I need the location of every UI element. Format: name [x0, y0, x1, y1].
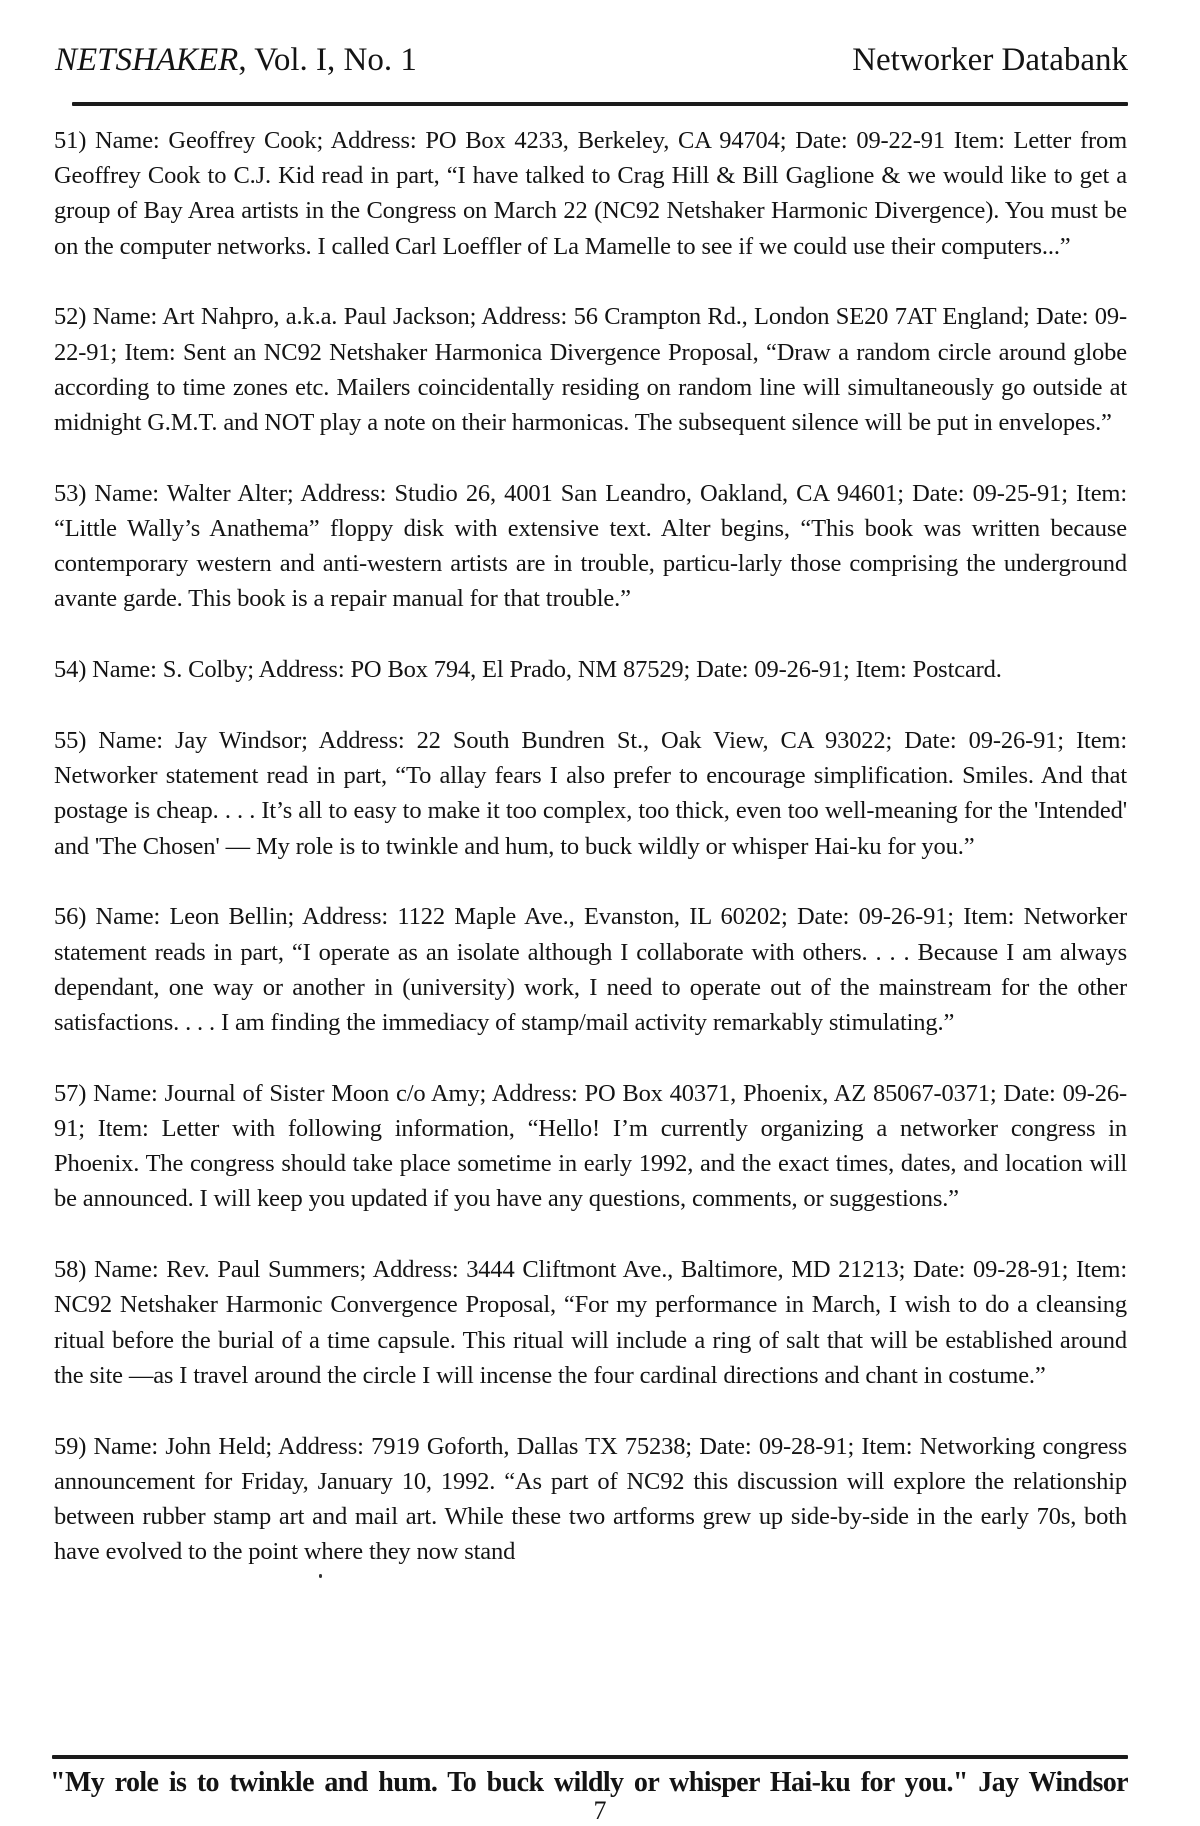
- databank-entry-53: 53) Name: Walter Alter; Address: Studio 26, 4001 San Leandro, Oakland, CA 94601; Date: 09-25-91; Item: “Little Wally’s Anathema” floppy disk with extensive text. Alter begins, “This book was written because contemporary western and anti-western artists are in trouble, particu-larly those comprising the underground avante garde. This book is a repair manual for that trouble.”: [54, 479, 1127, 613]
- databank-entry-58: 58) Name: Rev. Paul Summers; Address: 3444 Cliftmont Ave., Baltimore, MD 21213; Date: 09-28-91; Item: NC92 Netshaker Harmonic Convergence Proposal, “For my performance in March, I wish to do a cleansing ritual before the burial of a time capsule. This ritual will include a ring of salt that will be established around the site —as I travel around the circle I will incense the four cardinal directions and chant in costume.”: [54, 1256, 1127, 1389]
- footer-divider: [52, 1755, 1128, 1759]
- publication-name: NETSHAKER: [55, 42, 239, 78]
- databank-entry-51: 51) Name: Geoffrey Cook; Address: PO Box 4233, Berkeley, CA 94704; Date: 09-22-91 Item: Letter from Geoffrey Cook to C.J. Kid read in part, “I have talked to Crag Hill & Bill Gaglione & we would like to get a group of Bay Area artists in the Congress on March 22 (NC92 Netshaker Harmonic Divergence). You must be on the computer networks. I called Carl Loeffler of La Mamelle to see if we could use their computers...”: [54, 127, 1127, 260]
- databank-entry-54: 54) Name: S. Colby; Address: PO Box 794, El Prado, NM 87529; Date: 09-26-91; Item: Postcard.: [54, 656, 1002, 684]
- databank-entries: [54, 123, 1127, 1605]
- publication-title: [55, 42, 417, 79]
- page-number: 7: [593, 1796, 607, 1825]
- databank-entry-55: 55) Name: Jay Windsor; Address: 22 South Bundren St., Oak View, CA 93022; Date: 09-26-91; Item: Networker statement read in part, “To allay fears I also prefer to encourage simplification. Smiles. And that postage is cheap. . . . It’s all to easy to make it too complex, too thick, even too well-meaning for the 'Intended' and 'The Chosen' — My role is to twinkle and hum, to buck wildly or whisper Hai-ku for you.”: [54, 727, 1127, 860]
- databank-entry-56: 56) Name: Leon Bellin; Address: 1122 Maple Ave., Evanston, IL 60202; Date: 09-26-91; Item: Networker statement reads in part, “I operate as an isolate although I collaborate with others. . . . Because I am always dependant, one way or another in (university) work, I need to operate out of the mainstream for the other satisfactions. . . . I am finding the immediacy of stamp/mail activity remarkably stimulating.”: [54, 903, 1127, 1037]
- section-title: Networker Databank: [852, 42, 1128, 78]
- running-header: [55, 42, 1128, 82]
- databank-entry-59: 59) Name: John Held; Address: 7919 Goforth, Dallas TX 75238; Date: 09-28-91; Item: Networking congress announcement for Friday, January 10, 1992. “As part of NC92 this discussion will explore the relationship between rubber stamp art and mail art. While these two artforms grew up side-by-side in the early 70s, both have evolved to the point where they now stand: [54, 1432, 1127, 1566]
- scan-speck: [319, 1574, 322, 1578]
- issue-number: , Vol. I, No. 1: [238, 42, 417, 78]
- databank-entry-52: 52) Name: Art Nahpro, a.k.a. Paul Jackson; Address: 56 Crampton Rd., London SE20 7AT England; Date: 09-22-91; Item: Sent an NC92 Netshaker Harmonica Divergence Proposal, “Draw a random circle around globe according to time zones etc. Mailers coincidentally residing on random line will simultaneously go outside at midnight G.M.T. and NOT play a note on their harmonicas. The subsequent silence will be put in envelopes.”: [54, 303, 1127, 437]
- footer-pull-quote: "My role is to twinkle and hum. To buck wildly or whisper Hai-ku for you." Jay Windsor: [50, 1767, 1128, 1798]
- header-divider: [72, 102, 1128, 106]
- databank-entry-57: 57) Name: Journal of Sister Moon c/o Amy; Address: PO Box 40371, Phoenix, AZ 85067-0371; Date: 09-26-91; Item: Letter with following information, “Hello! I’m currently organizing a networker congress in Phoenix. The congress should take place sometime in early 1992, and the exact times, dates, and location will be announced. I will keep you updated if you have any questions, comments, or suggestions.”: [54, 1079, 1127, 1213]
